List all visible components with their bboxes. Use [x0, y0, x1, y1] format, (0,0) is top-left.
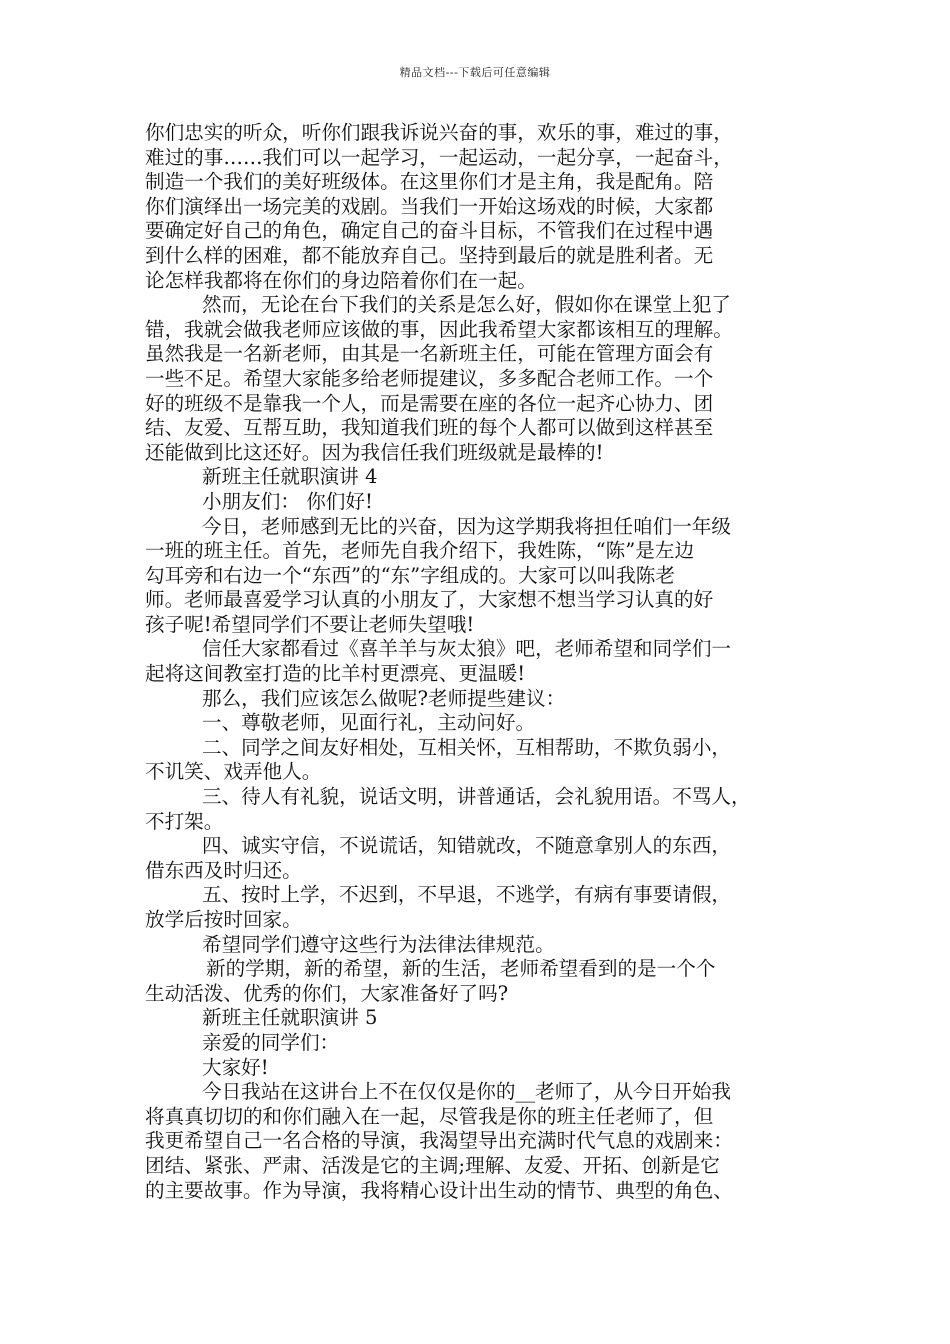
- text-line: 一班的班主任。首先，老师先自我介绍下，我姓陈，“陈”是左边: [145, 539, 695, 563]
- text-line: 论怎样我都将在你们的身边陪着你们在一起。: [145, 268, 537, 292]
- text-line: 一些不足。希望大家能多给老师提建议，多多配合老师工作。一个: [145, 366, 714, 390]
- page-header: 精品文档---下载后可任意编辑: [399, 66, 551, 79]
- text-line: 将真真切切的和你们融入在一起，尽管我是你的班主任老师了，但: [145, 1104, 714, 1128]
- text-line: 希望同学们遵守这些行为法律法律规范。: [202, 932, 555, 956]
- text-line: 不打架。: [145, 809, 224, 833]
- text-line: 要确定好自己的角色，确定自己的奋斗目标，不管我们在过程中遇: [145, 219, 714, 243]
- text-line: 虽然我是一名新老师，由其是一名新班主任，可能在管理方面会有: [145, 342, 714, 366]
- text-line: 错，我就会做我老师应该做的事，因此我希望大家都该相互的理解。: [145, 317, 733, 341]
- text-line: 信任大家都看过《喜羊羊与灰太狼》吧，老师希望和同学们一: [202, 637, 732, 661]
- text-line: 三、待人有礼貌，说话文明，讲普通话，会礼貌用语。不骂人，: [202, 785, 751, 809]
- text-line: 今日我站在这讲台上不在仅仅是你的__老师了，从今日开始我: [202, 1080, 732, 1104]
- text-line: 新班主任就职演讲 4: [202, 465, 378, 489]
- text-line: 新的学期，新的希望，新的生活，老师希望看到的是一个个: [206, 957, 716, 981]
- text-line: 那么，我们应该怎么做呢?老师提些建议：: [202, 686, 566, 710]
- text-line: 五、按时上学，不迟到，不早退，不逃学，有病有事要请假，: [202, 883, 732, 907]
- text-line: 四、诚实守信，不说谎话，知错就改，不随意拿别人的东西，: [202, 834, 732, 858]
- text-line: 师。老师最喜爱学习认真的小朋友了，大家想不想当学习认真的好: [145, 588, 714, 612]
- text-line: 团结、紧张、严肃、活泼是它的主调;理解、友爱、开拓、创新是它: [145, 1153, 720, 1177]
- text-line: 放学后按时回家。: [145, 908, 302, 931]
- text-line: 起将这间教室打造的比羊村更漂亮、更温暖!: [145, 662, 526, 686]
- text-line: 一、尊敬老师，见面行礼，主动问好。: [202, 711, 536, 735]
- text-line: 今日，老师感到无比的兴奋，因为这学期我将担任咱们一年级: [202, 514, 732, 538]
- text-line: 难过的事……我们可以一起学习，一起运动，一起分享，一起奋斗，: [145, 145, 733, 169]
- text-line: 好的班级不是靠我一个人，而是需要在座的各位一起齐心协力、团: [145, 391, 714, 415]
- text-line: 二、同学之间友好相处，互相关怀，互相帮助，不欺负弱小，: [202, 735, 732, 759]
- text-line: 亲爱的同学们：: [202, 1030, 340, 1054]
- text-line: 的主要故事。作为导演，我将精心设计出生动的情节、典型的角色、: [145, 1178, 733, 1202]
- text-line: 小朋友们： 你们好!: [202, 489, 373, 513]
- text-line: 你们忠实的听众，听你们跟我诉说兴奋的事，欢乐的事，难过的事，: [145, 121, 733, 144]
- text-line: 还能做到比这还好。因为我信任我们班级就是最棒的!: [145, 440, 604, 464]
- text-line: 勾耳旁和右边一个“东西”的“东”字组成的。大家可以叫我陈老: [145, 563, 675, 587]
- text-line: 不讥笑、戏弄他人。: [145, 760, 322, 784]
- document-body: [145, 121, 817, 1203]
- text-line: 然而，无论在台下我们的关系是怎么好，假如你在课堂上犯了: [202, 293, 732, 317]
- text-line: 借东西及时归还。: [145, 858, 302, 882]
- text-line: 孩子呢!希望同学们不要让老师失望哦!: [145, 612, 475, 636]
- text-line: 我更希望自己一名合格的导演，我渴望导出充满时代气息的戏剧来：: [145, 1129, 733, 1153]
- text-line: 结、友爱、互帮互助，我知道我们班的每个人都可以做到这样甚至: [145, 416, 714, 440]
- text-line: 大家好!: [202, 1055, 269, 1079]
- text-line: 生动活泼、优秀的你们，大家准备好了吗?: [145, 981, 509, 1005]
- text-line: 制造一个我们的美好班级体。在这里你们才是主角，我是配角。陪: [145, 170, 714, 194]
- text-line: 新班主任就职演讲 5: [202, 1006, 378, 1030]
- text-line: 你们演绎出一场完美的戏剧。当我们一开始这场戏的时候，大家都: [145, 194, 714, 218]
- text-line: 到什么样的困难，都不能放弃自己。坚持到最后的就是胜利者。无: [145, 243, 714, 267]
